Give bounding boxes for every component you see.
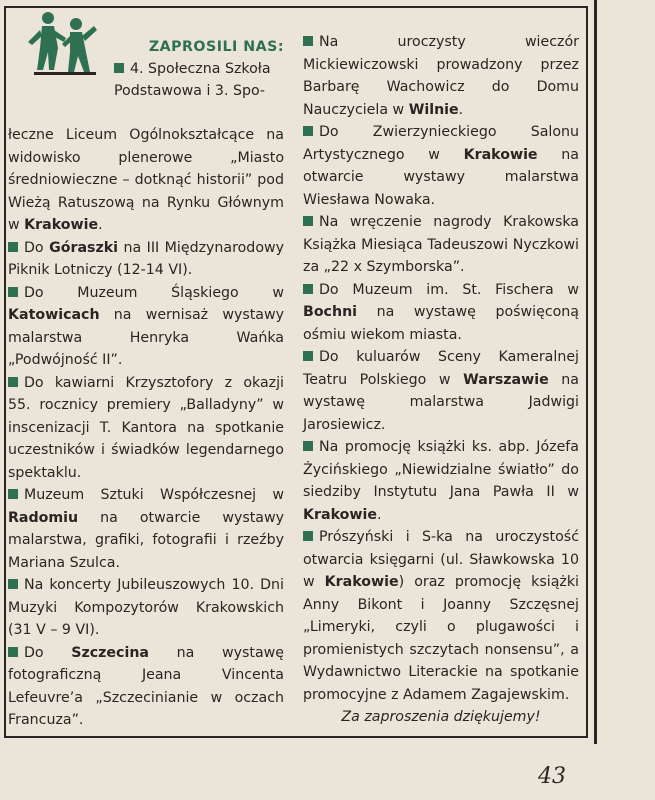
first-item-line-1: 4. Społeczna Szkoła (130, 61, 271, 77)
bullet-square-icon (8, 377, 18, 387)
first-item-rest (8, 124, 284, 237)
item-text-end: na wernisaż wystawy malarstwa Henryka Wańka „Podwójność II”. (8, 307, 284, 368)
item-text: Do Muzeum Śląskiego w (24, 284, 284, 301)
item-text: Do kuluarów Sceny Kameralnej Teatru Polskiego w (303, 349, 579, 388)
list-item (8, 484, 284, 574)
bullet-square-icon (8, 287, 18, 297)
list-item (8, 574, 284, 642)
right-column (303, 31, 579, 743)
left-column (8, 28, 284, 732)
item-text: Na promocję książki ks. abp. Józefa Życińskiego „Niewidzialne światło” do siedziby Instytutu Jana Pawła II w (303, 439, 579, 500)
item-text: Do Muzeum im. St. Fischera w (319, 281, 579, 298)
item-text: Do (24, 644, 72, 661)
list-item (8, 372, 284, 485)
item-text: Na koncerty Jubileuszowych 10. Dni Muzyki Kompozytorów Krakowskich (31 V – 9 VI). (8, 577, 284, 638)
column-rule (594, 0, 597, 744)
item-text-end: na wystawę poświęconą ośmiu wiekom miasta. (303, 304, 579, 343)
list-item (303, 211, 579, 279)
item-city: Warszawie (463, 371, 549, 388)
item-text-end: na wystawę malarstwa Jadwigi Jarosiewicz. (303, 371, 579, 433)
item-city: Krakowie (303, 506, 377, 523)
item-text: Na uroczysty wieczór Mickiewiczowski prowadzony przez Barbarę Wachowicz do Domu Nauczyciela w (303, 34, 579, 118)
item-text: Prószyński i S-ka na uroczystość otwarcia księgarni (ul. Sławkowska 10 w (303, 529, 579, 590)
item-text: Do Zwierzynieckiego Salonu Artystycznego w (303, 124, 579, 163)
item-city: Krakowie (324, 574, 399, 590)
bullet-square-icon (303, 126, 313, 136)
first-item-end: . (98, 217, 103, 233)
item-city: Góraszki (49, 239, 119, 256)
left-list (8, 237, 284, 732)
item-text-end: na otwarcie wystawy malarstwa, grafiki, fotografii i rzeźby Mariana Szulca. (8, 509, 284, 571)
item-city: Szczecina (71, 644, 149, 661)
item-text: Muzeum Sztuki Współczesnej w (24, 487, 284, 503)
first-item-line-2: Podstawowa i 3. Spo- (114, 83, 266, 99)
item-text-end: na III Międzynarodowy Piknik Lotniczy (12-14 VI). (8, 239, 284, 278)
dancers-logo-icon (24, 8, 104, 92)
bullet-square-icon (8, 489, 18, 499)
item-city: Radomiu (8, 509, 79, 526)
item-text: Do kawiarni Krzysztofory z okazji 55. rocznicy premiery „Balladyny” w inscenizacji T. Kantora na spotkanie uczestników i świadków legendarnego spektaklu. (8, 374, 284, 481)
bullet-square-icon (303, 441, 313, 451)
heading-row (8, 28, 284, 99)
item-text-end: . (376, 506, 382, 523)
item-text: Do (24, 239, 50, 256)
list-item (8, 237, 284, 282)
bullet-square-icon (303, 216, 313, 226)
bullet-square-icon (8, 647, 18, 657)
item-city: Bochni (303, 304, 358, 320)
list-item (8, 642, 284, 732)
item-text-end: . (458, 101, 464, 118)
bullet-square-icon (114, 63, 124, 73)
first-item-city: Krakowie (24, 217, 99, 233)
item-city: Krakowie (463, 146, 538, 163)
page-number: 43 (538, 764, 566, 789)
closing-thanks: Za zaproszenia dziękujemy! (341, 709, 541, 725)
list-item (303, 279, 579, 347)
first-item-text: łeczne Liceum Ogólnokształcące na widowisko plenerowe „Miasto średniowieczne – dotknąć historii” pod Wieżą Ratuszową na Rynku Głównym w (8, 127, 284, 233)
list-item (303, 121, 579, 211)
list-item (303, 526, 579, 706)
list-item (8, 282, 284, 372)
item-text-end: na otwarcie wystawy malarstwa Wiesława Nowaka. (303, 146, 579, 208)
item-city: Katowicach (8, 307, 100, 323)
section-heading: ZAPROSILI NAS: (148, 39, 284, 55)
bullet-square-icon (8, 242, 18, 252)
list-item (303, 436, 579, 526)
item-city: Wilnie (408, 101, 459, 118)
item-text-end: na wystawę fotograficzną Jeana Vincenta Lefeuvre’a „Szczecinianie w oczach Francuza”. (8, 644, 284, 728)
list-item-first (114, 58, 284, 81)
list-item (303, 346, 579, 436)
list-item (303, 31, 579, 121)
item-text: Na wręczenie nagrody Krakowska Książka Miesiąca Tadeuszowi Nyczkowi za „22 x Szymborska”. (303, 214, 579, 275)
item-text-end: ) oraz promocję książki Anny Bikont i Joanny Szczęsnej „Limeryki, czyli o plugawości i promienistych szczytach nonsensu”, a Wydawnictwo Literackie na spotkanie promocyjne z Adamem Zagajewskim. (303, 574, 579, 703)
bullet-square-icon (8, 579, 18, 589)
bullet-square-icon (303, 284, 313, 294)
bullet-square-icon (303, 531, 313, 541)
bullet-square-icon (303, 351, 313, 361)
bullet-square-icon (303, 36, 313, 46)
